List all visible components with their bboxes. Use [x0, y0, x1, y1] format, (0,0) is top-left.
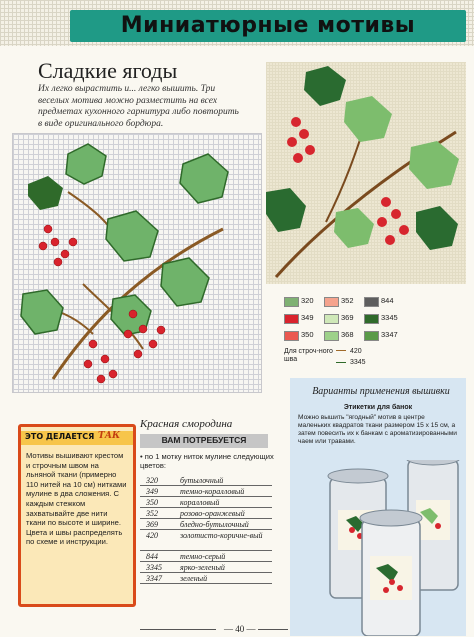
label-heading: Этикетки для банок [343, 404, 413, 411]
chart-motif-illustration [13, 134, 261, 392]
thread-name: золотисто-коричне-вый [180, 531, 263, 540]
thread-name: темно-серый [180, 552, 226, 561]
legend-code: 369 [341, 313, 354, 322]
row-rule [140, 518, 272, 519]
embroidery-photo-illustration [266, 62, 466, 284]
motif-subtitle: Красная смородина [140, 418, 233, 430]
cross-stitch-chart [12, 133, 262, 393]
embroidery-photo [266, 62, 466, 284]
legend-swatch [324, 297, 339, 307]
legend-code: 352 [341, 296, 354, 305]
thread-number: 369 [146, 520, 158, 529]
legend-swatch [284, 331, 299, 341]
callout-text: Мотивы вышивают крестом и строчным швом на льняной ткани (примерно 110 нитей на 10 см) нитками мулине в два сложения. С каждым стежком захватывайте две нити ткани по высоте и ширине. Цвета и швы распределять по схеме и инструкции. [26, 451, 127, 547]
header-grid [0, 0, 474, 46]
page-title: Миниатюрные мотивы [120, 13, 416, 38]
thread-row [140, 520, 278, 530]
legend-code: 3345 [381, 313, 398, 322]
thread-row [140, 574, 278, 584]
thread-row [140, 509, 278, 519]
legend-code: 350 [301, 330, 314, 339]
page-number-value: 40 [235, 624, 245, 634]
row-rule [140, 507, 272, 508]
thread-row [140, 531, 278, 551]
materials-heading: ВАМ ПОТРЕБУЕТСЯ [161, 435, 247, 445]
row-rule [140, 572, 272, 573]
legend-code: 3347 [381, 330, 398, 339]
stitch-code: 420 [350, 348, 362, 355]
thread-name: бутылочный [180, 476, 224, 485]
thread-name: бледно-бутылочный [180, 520, 249, 529]
variants-title: Варианты применения вышивки [312, 386, 450, 397]
legend-item [324, 313, 364, 323]
row-rule [140, 583, 272, 584]
row-rule [140, 529, 272, 530]
legend-item [364, 313, 404, 323]
jar-icon [360, 510, 422, 636]
thread-number: 350 [146, 498, 158, 507]
thread-row [140, 487, 278, 497]
thread-name: коралловый [180, 498, 220, 507]
legend-item [364, 330, 404, 340]
row-rule [140, 496, 272, 497]
row-rule [140, 561, 272, 562]
legend-swatch [284, 297, 299, 307]
materials-text: • по 1 мотку ниток мулине следующих цветов: [140, 452, 274, 470]
thread-number: 349 [146, 487, 158, 496]
thread-number: 3347 [146, 574, 162, 583]
thread-name: зеленый [180, 574, 208, 583]
footer-rule-right [258, 629, 288, 630]
callout-title: ЭТО ДЕЛАЕТСЯ [25, 432, 95, 441]
thread-row [140, 563, 278, 573]
callout-title-script: ТАК [98, 431, 121, 441]
row-rule [140, 485, 272, 486]
page-number: — 40 — [224, 624, 256, 634]
legend-item [284, 313, 324, 323]
section-title: Сладкие ягоды [38, 58, 178, 83]
legend-code: 320 [301, 296, 314, 305]
thread-number: 844 [146, 552, 158, 561]
thread-number: 352 [146, 509, 158, 518]
thread-name: ярко-зеленый [180, 563, 225, 572]
legend-code: 349 [301, 313, 314, 322]
thread-row [140, 476, 278, 486]
legend-code: 368 [341, 330, 354, 339]
footer-rule-left [140, 629, 216, 630]
legend-swatch [324, 314, 339, 324]
intro-text: Их легко вырастить и... легко вышить. Три веселых мотива можно разместить на всех предметах кухонного гарнитура либо повторить в виде оригинального бордюра. [38, 84, 239, 129]
legend-item [284, 296, 324, 306]
thread-row [140, 498, 278, 508]
legend-swatch [364, 297, 379, 307]
stitch-line-brown [336, 350, 346, 351]
variants-panel [290, 378, 466, 636]
row-rule [140, 550, 272, 551]
thread-name: темно-коралловый [180, 487, 245, 496]
materials-body: по 1 мотку ниток мулине следующих цветов: [140, 452, 274, 470]
label-text: Можно вышить "ягодный" мотив в центре маленьких квадратов ткани размером 15 х 15 см, а затем повесить их к банкам с ароматизированными чаем или травами. [298, 414, 457, 445]
thread-number: 420 [146, 531, 158, 540]
thread-number: 320 [146, 476, 158, 485]
legend-swatch [364, 331, 379, 341]
legend-code: 844 [381, 296, 394, 305]
thread-row [140, 552, 278, 562]
jars-illustration [290, 460, 466, 636]
legend-swatch [324, 331, 339, 341]
stitch-label: Для строч-ного шва [284, 348, 333, 363]
how-to-callout [18, 424, 136, 607]
label-note [298, 402, 458, 462]
legend-item [364, 296, 404, 306]
stitch-line-green [336, 362, 346, 363]
stitch-code: 3345 [350, 359, 366, 366]
legend-item [284, 330, 324, 340]
legend-item [324, 330, 364, 340]
legend-swatch [284, 314, 299, 324]
legend-item [324, 296, 364, 306]
title-banner [70, 10, 466, 42]
legend-swatch [364, 314, 379, 324]
materials-heading-bar [140, 434, 268, 448]
thread-number: 3345 [146, 563, 162, 572]
thread-name: розово-оранжевый [180, 509, 245, 518]
